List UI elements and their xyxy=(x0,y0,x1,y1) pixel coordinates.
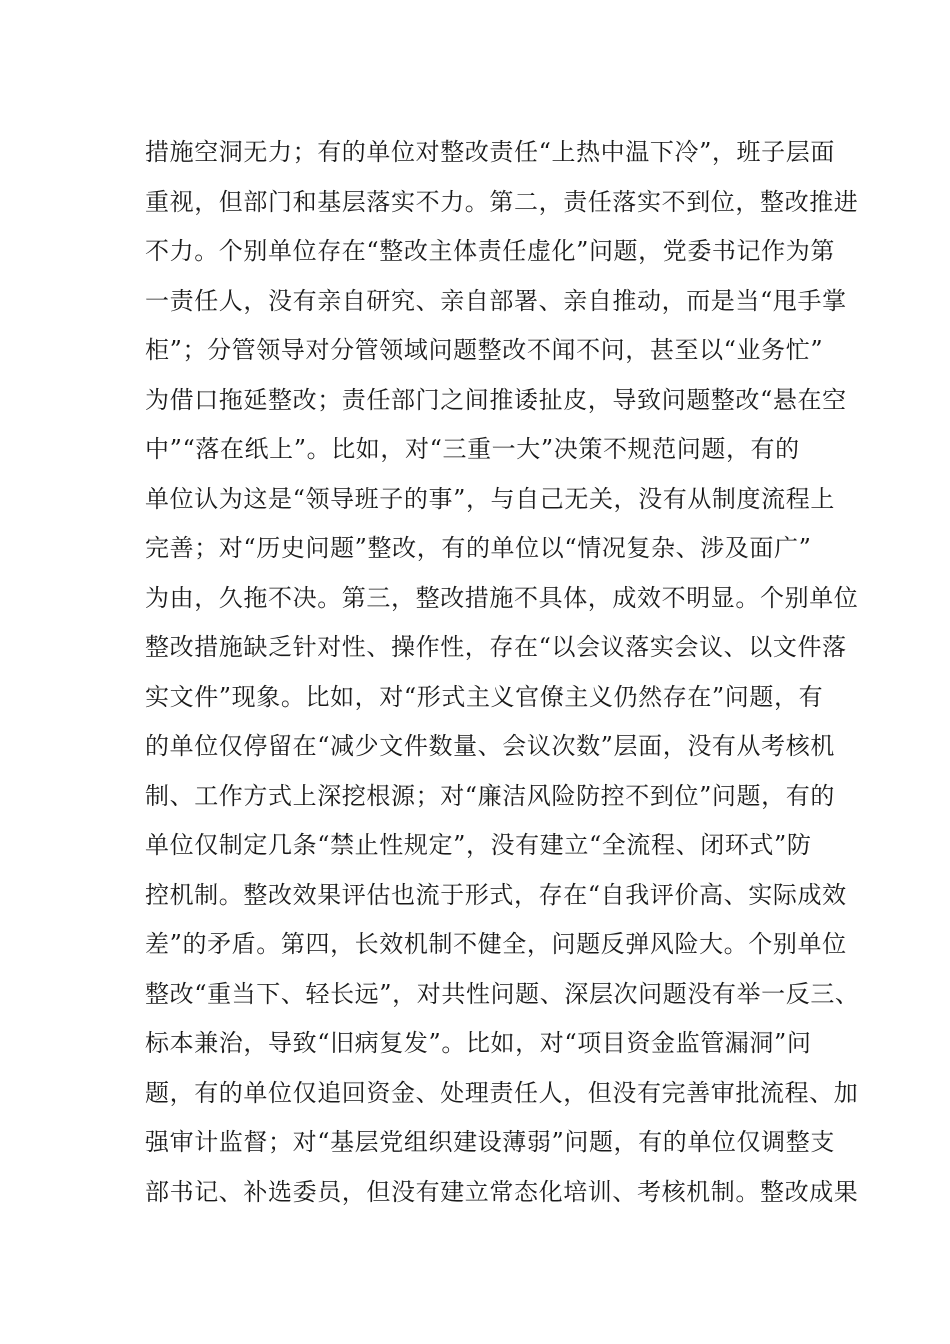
body-text xyxy=(145,128,860,1217)
text-line: 的单位仅停留在“减少文件数量、会议次数”层面，没有从考核机 xyxy=(145,732,835,760)
text-line: 中”“落在纸上”。比如，对“三重一大”决策不规范问题，有的 xyxy=(145,435,800,463)
text-line: 措施空洞无力；有的单位对整改责任“上热中温下冷”，班子层面 xyxy=(145,138,835,166)
text-line: 为由，久拖不决。第三，整改措施不具体，成效不明显。个别单位 xyxy=(145,583,859,612)
text-line: 制、工作方式上深挖根源；对“廉洁风险防控不到位”问题，有的 xyxy=(145,781,835,810)
text-line: 重视，但部门和基层落实不力。第二，责任落实不到位，整改推进 xyxy=(145,187,859,216)
text-line: 差”的矛盾。第四，长效机制不健全，问题反弹风险大。个别单位 xyxy=(145,930,847,958)
text-line: 整改“重当下、轻长远”，对共性问题、深层次问题没有举一反三、 xyxy=(145,979,860,1008)
text-line: 整改措施缺乏针对性、操作性，存在“以会议落实会议、以文件落 xyxy=(145,633,847,661)
text-line: 控机制。整改效果评估也流于形式，存在“自我评价高、实际成效 xyxy=(145,880,847,909)
text-line: 为借口拖延整改；责任部门之间推诿扯皮，导致问题整改“悬在空 xyxy=(145,385,847,414)
text-line: 强审计监督；对“基层党组织建设薄弱”问题，有的单位仅调整支 xyxy=(145,1128,835,1156)
text-line: 单位认为这是“领导班子的事”，与自己无关，没有从制度流程上 xyxy=(145,484,835,513)
text-line: 柜”；分管领导对分管领域问题整改不闻不问，甚至以“业务忙” xyxy=(145,336,824,364)
text-line: 不力。个别单位存在“整改主体责任虚化”问题，党委书记作为第 xyxy=(145,237,835,265)
text-line: 题，有的单位仅追回资金、处理责任人，但没有完善审批流程、加 xyxy=(145,1078,859,1107)
text-line: 实文件”现象。比如，对“形式主义官僚主义仍然存在”问题，有 xyxy=(145,682,824,711)
text-line: 标本兼治，导致“旧病复发”。比如，对“项目资金监管漏洞”问 xyxy=(145,1029,812,1057)
text-line: 部书记、补选委员，但没有建立常态化培训、考核机制。整改成果 xyxy=(145,1177,859,1206)
text-line: 单位仅制定几条“禁止性规定”，没有建立“全流程、闭环式”防 xyxy=(145,831,812,859)
text-line: 一责任人，没有亲自研究、亲自部署、亲自推动，而是当“甩手掌 xyxy=(145,286,847,315)
text-line: 完善；对“历史问题”整改，有的单位以“情况复杂、涉及面广” xyxy=(145,534,812,562)
